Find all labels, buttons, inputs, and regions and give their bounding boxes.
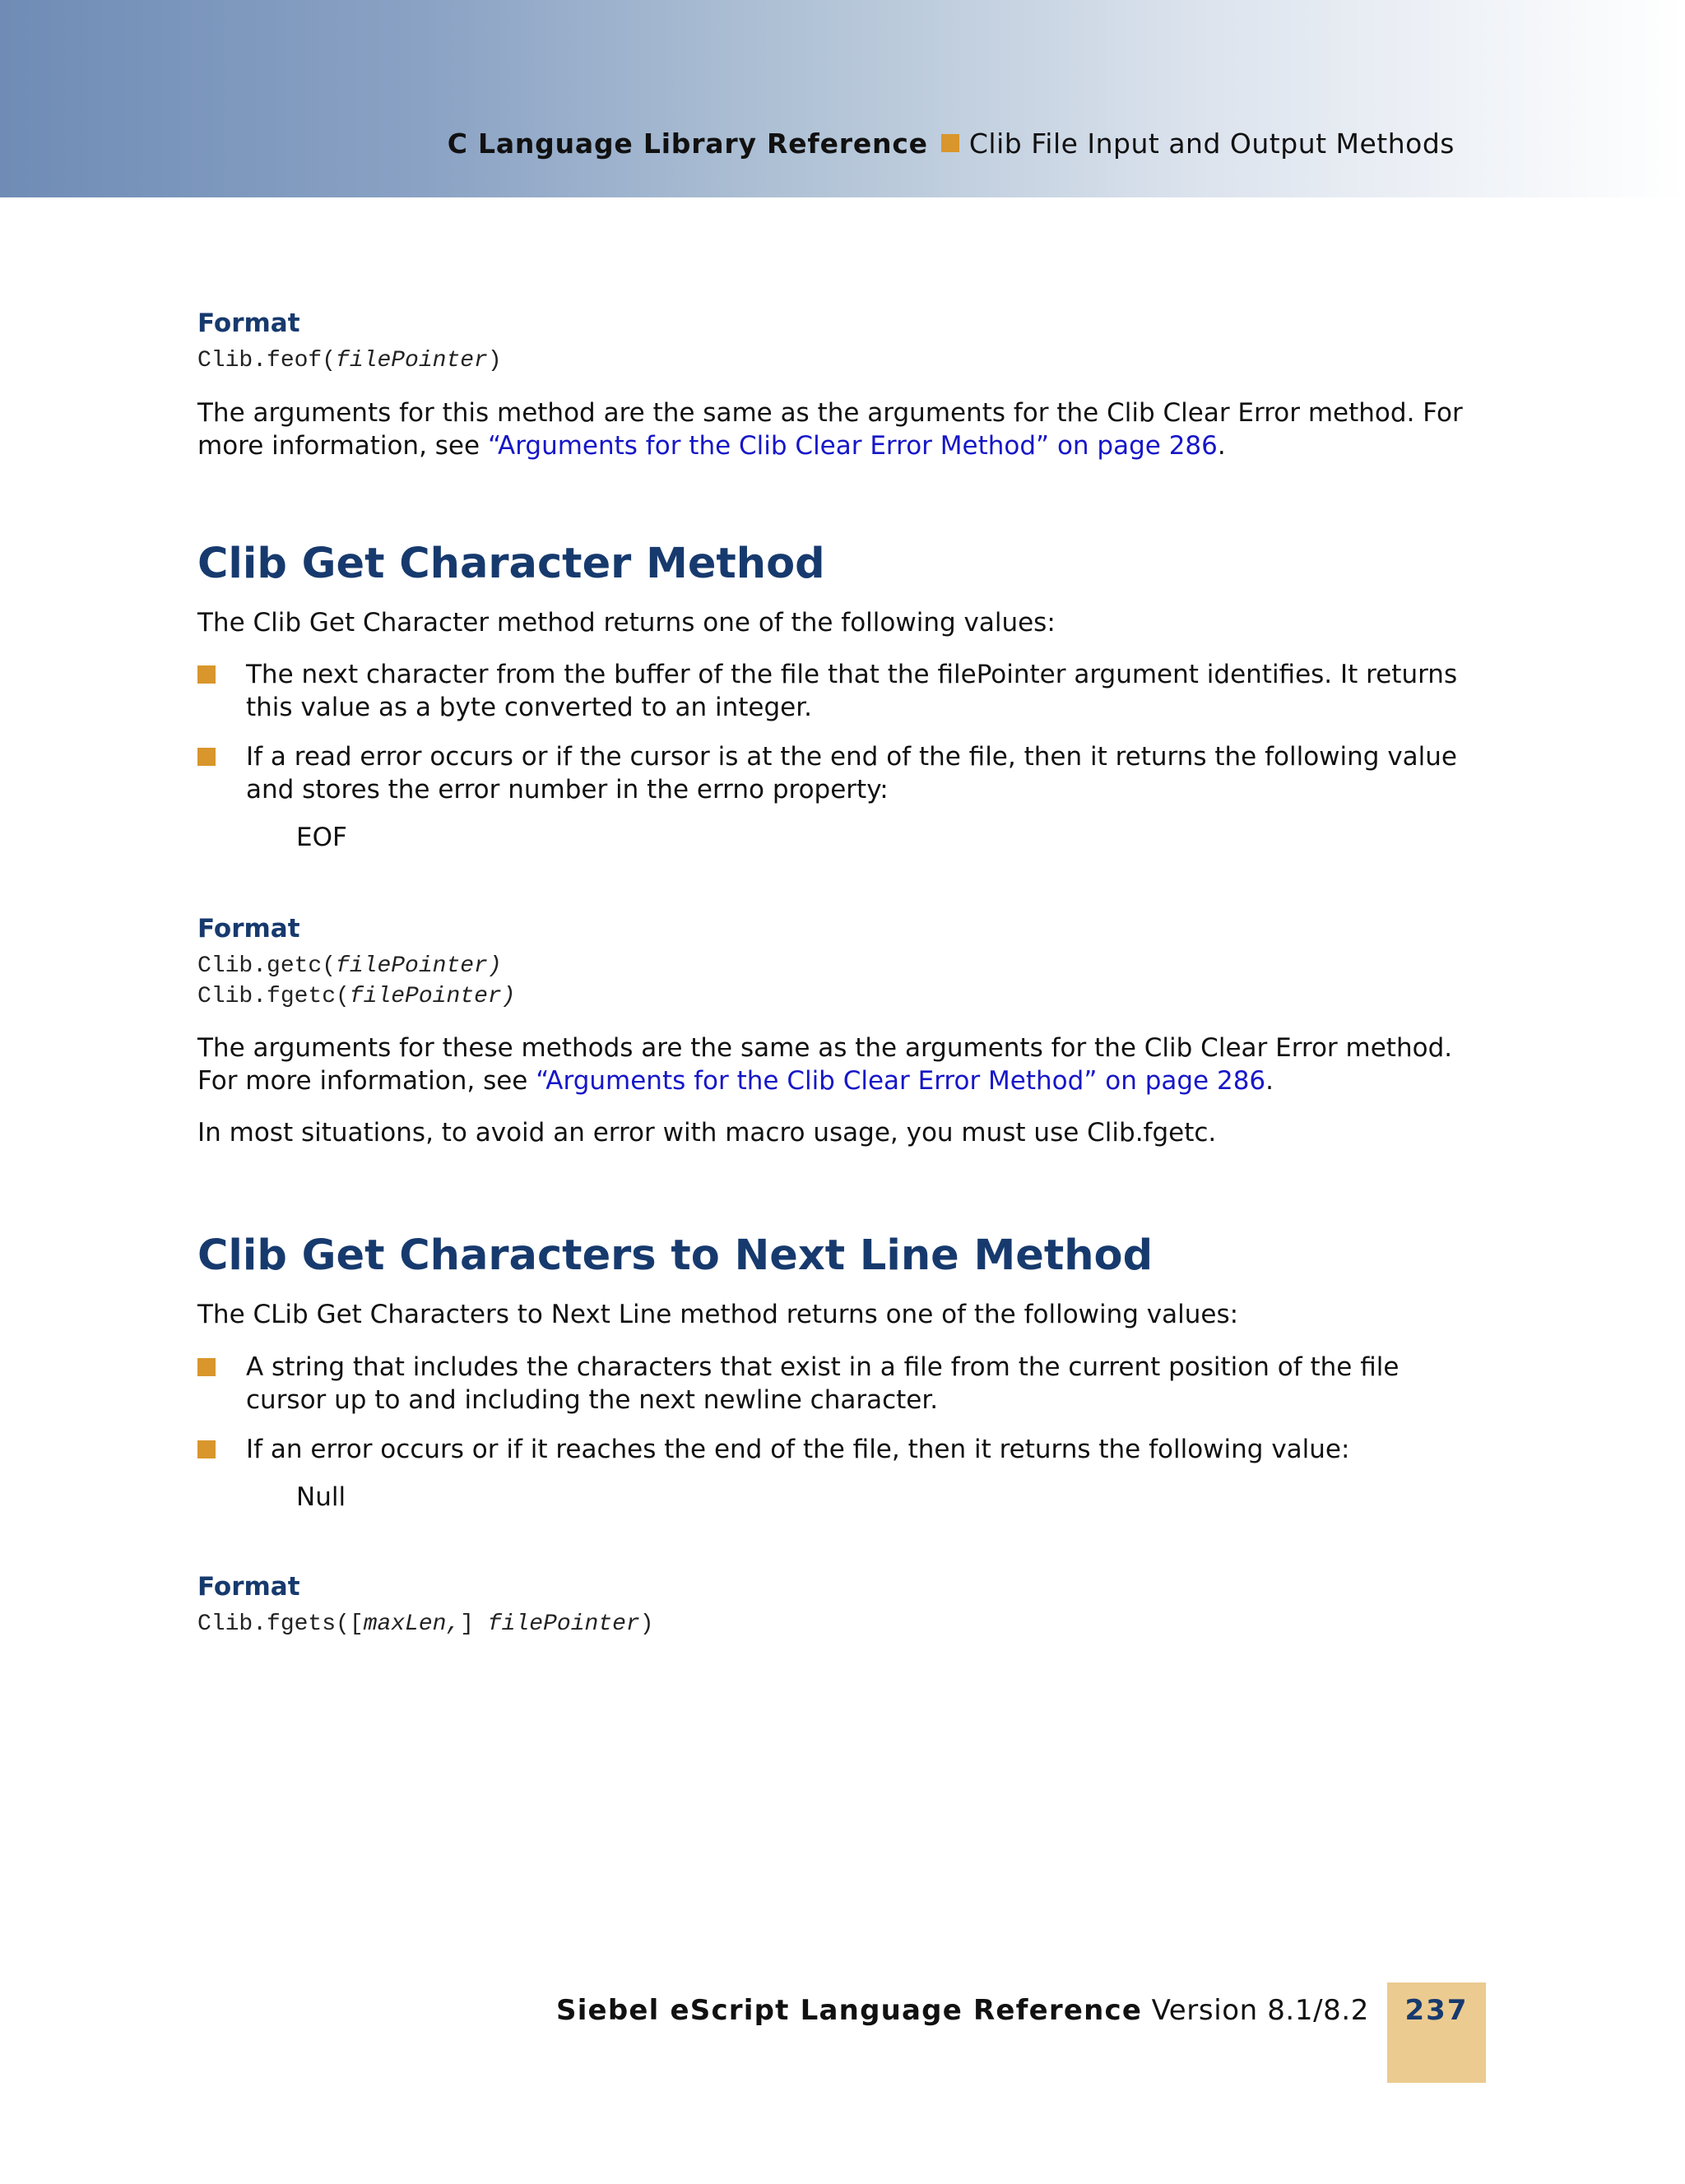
heading-get-character: Clib Get Character Method: [197, 540, 825, 588]
return-value-null: Null: [296, 1482, 346, 1512]
code-fgets: Clib.fgets([maxLen,] filePointer): [197, 1611, 654, 1637]
running-footer: [556, 1993, 1369, 2028]
paragraph-getc-arguments: The arguments for these methods are the same as the arguments for the Clib Clear Error method. For more information, see “Arguments for the Clib Clear Error Method” on page 286.: [197, 1033, 1453, 1096]
format-label: Format: [197, 308, 300, 338]
heading-get-characters-next-line: Clib Get Characters to Next Line Method: [197, 1231, 1154, 1280]
square-bullet-icon: [197, 1358, 216, 1376]
footer-version: Version 8.1/8.2: [1151, 1994, 1369, 2027]
running-header: [448, 128, 1455, 160]
page-number: 237: [1404, 1994, 1469, 2027]
paragraph-getc-note: In most situations, to avoid an error with macro usage, you must use Clib.fgetc.: [197, 1118, 1217, 1148]
square-bullet-icon: [197, 1440, 216, 1458]
header-chapter: C Language Library Reference: [447, 128, 928, 160]
square-bullet-icon: [941, 134, 959, 152]
paragraph-feof-arguments: The arguments for this method are the same as the arguments for the Clib Clear Error method. For more information, see “Arguments for the Clib Clear Error Method” on page 286.: [197, 398, 1463, 461]
code-feof: Clib.feof(filePointer): [197, 348, 502, 373]
code-getc: Clib.getc(filePointer): [197, 953, 502, 979]
link-arguments-clear-error[interactable]: “Arguments for the Clib Clear Error Method” on page 286: [487, 431, 1218, 461]
paragraph-fgets-intro: The CLib Get Characters to Next Line method returns one of the following values:: [197, 1300, 1239, 1329]
header-section: Clib File Input and Output Methods: [968, 128, 1455, 160]
square-bullet-icon: [197, 665, 216, 684]
format-label: Format: [197, 914, 300, 944]
link-arguments-clear-error[interactable]: “Arguments for the Clib Clear Error Method” on page 286: [536, 1066, 1266, 1096]
page-number-box: [1387, 1982, 1486, 2083]
code-fgetc: Clib.fgetc(filePointer): [197, 984, 516, 1009]
return-value-eof: EOF: [296, 823, 347, 852]
header-band: [0, 0, 1685, 197]
format-label: Format: [197, 1572, 300, 1602]
footer-book-title: Siebel eScript Language Reference: [556, 1994, 1143, 2027]
square-bullet-icon: [197, 748, 216, 766]
paragraph-getc-intro: The Clib Get Character method returns one of the following values:: [197, 608, 1056, 638]
